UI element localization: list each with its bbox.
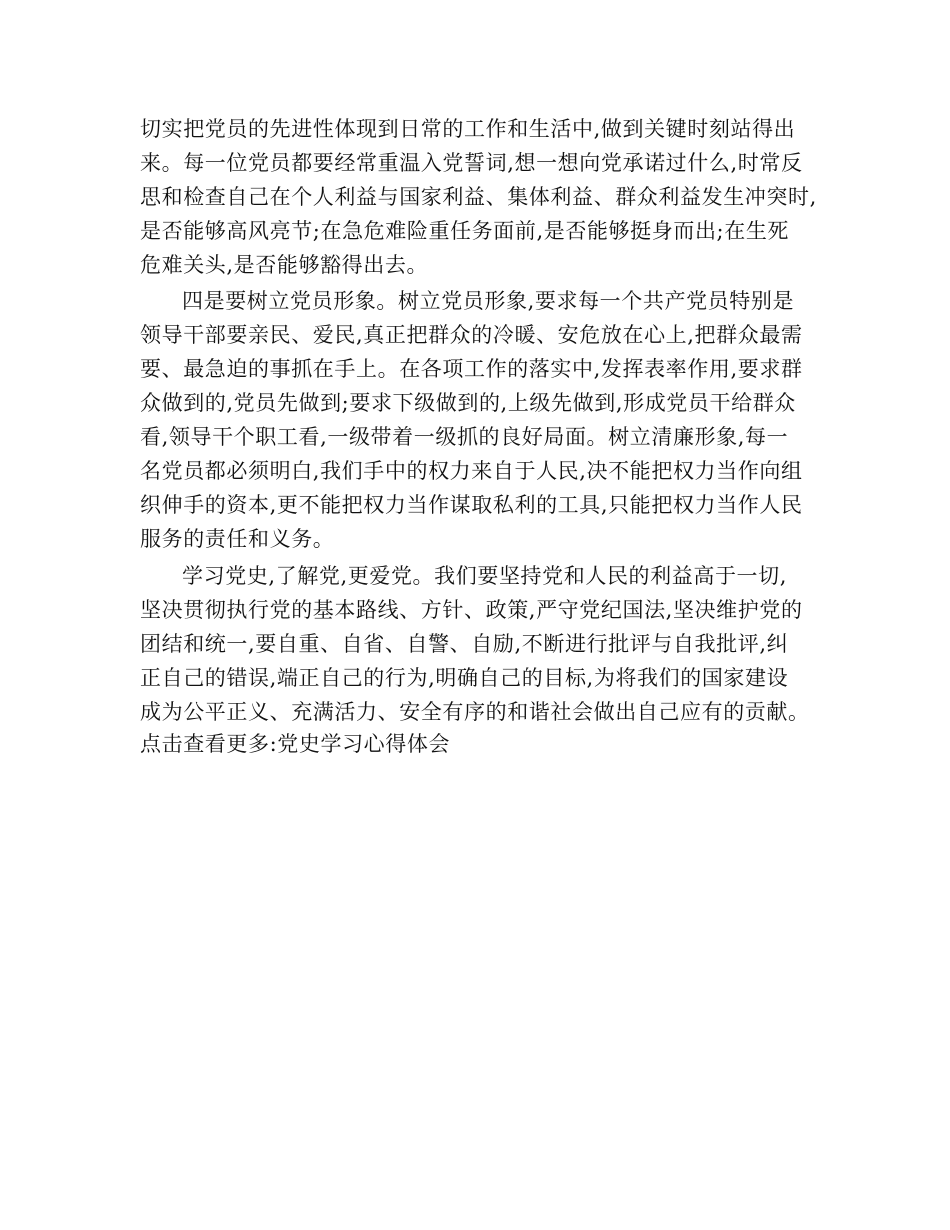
more-link[interactable]: 点击查看更多:党史学习心得体会 xyxy=(140,732,451,756)
paragraph-1-line-3: 思和检查自己在个人利益与国家利益、集体利益、群众利益发生冲突时, xyxy=(140,185,817,209)
paragraph-1-line-2: 来。每一位党员都要经常重温入党誓词,想一想向党承诺过什么,时常反 xyxy=(140,151,803,175)
paragraph-2-line-2: 领导干部要亲民、爱民,真正把群众的冷暖、安危放在心上,把群众最需 xyxy=(140,323,803,347)
paragraph-3-line-2: 坚决贯彻执行党的基本路线、方针、政策,严守党纪国法,坚决维护党的 xyxy=(140,598,803,622)
paragraph-3-line-3: 团结和统一,要自重、自省、自警、自励,不断进行批评与自我批评,纠 xyxy=(140,632,789,656)
paragraph-1-line-4: 是否能够高风亮节;在急危难险重任务面前,是否能够挺身而出;在生死 xyxy=(140,219,790,243)
paragraph-1-line-1: 切实把党员的先进性体现到日常的工作和生活中,做到关键时刻站得出 xyxy=(140,117,796,141)
paragraph-3-line-5: 成为公平正义、充满活力、安全有序的和谐社会做出自己应有的贡献。 xyxy=(140,700,810,724)
paragraph-1-line-5: 危难关头,是否能够豁得出去。 xyxy=(140,253,429,277)
paragraph-2-line-3: 要、最急迫的事抓在手上。在各项工作的落实中,发挥表率作用,要求群 xyxy=(140,357,803,381)
paragraph-3-line-1: 学习党史,了解党,更爱党。我们要坚持党和人民的利益高于一切, xyxy=(182,564,788,588)
paragraph-2-line-1: 四是要树立党员形象。树立党员形象,要求每一个共产党员特别是 xyxy=(182,289,795,313)
paragraph-2-line-8: 服务的责任和义务。 xyxy=(140,527,335,551)
paragraph-3-line-4: 正自己的错误,端正自己的行为,明确自己的目标,为将我们的国家建设 xyxy=(140,666,789,690)
paragraph-2-line-6: 名党员都必须明白,我们手中的权力来自于人民,决不能把权力当作向组 xyxy=(140,459,803,483)
paragraph-2-line-7: 织伸手的资本,更不能把权力当作谋取私利的工具,只能把权力当作人民 xyxy=(140,493,803,517)
paragraph-2-line-5: 看,领导干个职工看,一级带着一级抓的良好局面。树立清廉形象,每一 xyxy=(140,425,789,449)
paragraph-2-line-4: 众做到的,党员先做到;要求下级做到的,上级先做到,形成党员干给群众 xyxy=(140,391,796,415)
